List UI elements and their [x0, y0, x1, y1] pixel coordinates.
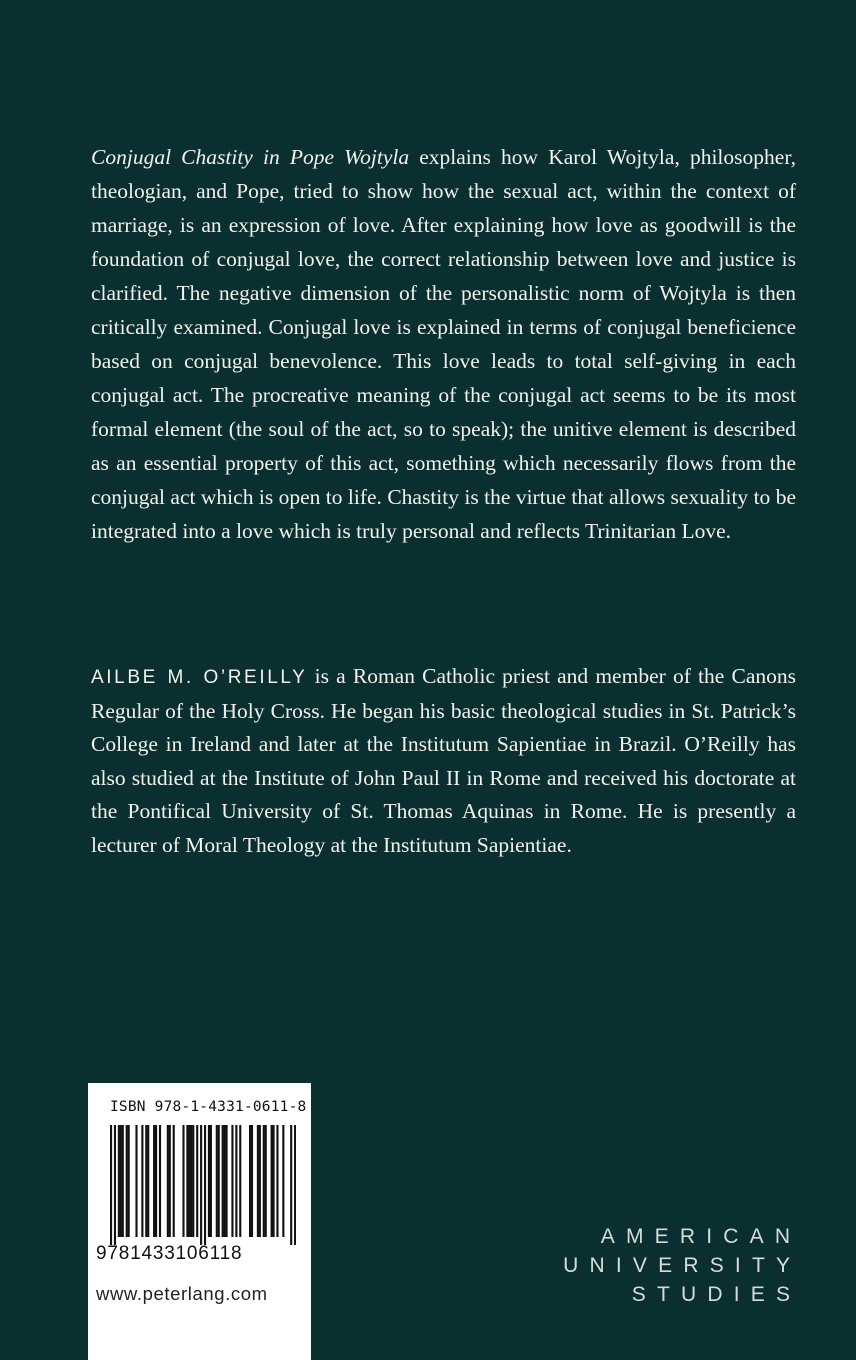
barcode-bar [188, 1125, 190, 1237]
barcode-bar [135, 1125, 137, 1237]
barcode-bar [120, 1125, 122, 1237]
barcode-bar [249, 1125, 251, 1237]
book-description [91, 140, 796, 548]
barcode-bar [169, 1125, 171, 1237]
barcode-bar [294, 1125, 296, 1245]
barcode-bar [114, 1125, 116, 1245]
author-bio-text: is a Roman Catholic priest and member of the Canons Regular of the Holy Cross. He began his basic theological studies in St. Patrick’s College in Ireland and later at the Institutum Sapientiae in Brazil. O’Reilly has also studied at the Institute of John Paul II in Rome and received his doctorate at the Pontifical University of St. Thomas Aquinas in Rome. He is presently a lecturer of Moral Theology at the Institutum Sapientiae. [91, 664, 796, 857]
barcode-bar [216, 1125, 218, 1237]
barcode-bar [208, 1125, 210, 1237]
barcode-bar [235, 1125, 237, 1237]
series-line-3: STUDIES [631, 1283, 802, 1306]
barcode-bar [271, 1125, 273, 1237]
barcode-bar [167, 1125, 169, 1237]
author-name: AILBE M. O’REILLY [91, 667, 308, 688]
barcode-bar [190, 1125, 192, 1237]
barcode-bar [122, 1125, 124, 1237]
barcode-bar [153, 1125, 155, 1237]
barcode-bar [251, 1125, 253, 1237]
barcode-image [110, 1125, 296, 1245]
barcode-bar [147, 1125, 149, 1237]
barcode-bar [126, 1125, 128, 1237]
barcode-bar [263, 1125, 265, 1237]
barcode-bar [192, 1125, 194, 1237]
barcode-bar [110, 1125, 112, 1245]
barcode-bar [196, 1125, 198, 1237]
barcode-bar [210, 1125, 212, 1237]
barcode-bar [141, 1125, 143, 1237]
barcode-bar [159, 1125, 161, 1237]
barcode-bar [145, 1125, 147, 1237]
barcode-bar [239, 1125, 241, 1237]
book-title: Conjugal Chastity in Pope Wojtyla [91, 145, 410, 169]
series-line-2: UNIVERSITY [563, 1254, 802, 1277]
barcode-bar [186, 1125, 188, 1237]
barcode-bar [224, 1125, 226, 1237]
publisher-url: www.peterlang.com [96, 1283, 268, 1304]
barcode-bar [222, 1125, 224, 1237]
barcode-bar [218, 1125, 220, 1237]
barcode-bar [257, 1125, 259, 1237]
barcode-panel [88, 1083, 311, 1360]
barcode-bar [226, 1125, 228, 1237]
barcode-bar [173, 1125, 175, 1237]
barcode-bar [182, 1125, 184, 1237]
barcode-bar [282, 1125, 284, 1237]
barcode-bar [155, 1125, 157, 1237]
barcode-bar [204, 1125, 206, 1245]
barcode-bar [231, 1125, 233, 1237]
book-description-text: explains how Karol Wojtyla, philosopher, theologian, and Pope, tried to show how the sexual act, within the context of marriage, is an expression of love. After explaining how love as goodwill is the foundation of conjugal love, the correct relationship between love and justice is clarified. The negative dimension of the personalistic norm of Wojtyla is then critically examined. Conjugal love is explained in terms of conjugal beneficience based on conjugal benevolence. This love leads to total self-giving in each conjugal act. The procreative meaning of the conjugal act seems to be its most formal element (the soul of the act, so to speak); the unitive element is described as an essential property of this act, something which necessarily flows from the conjugal act which is open to life. Chastity is the virtue that allows sexuality to be integrated into a love which is truly personal and reflects Trinitarian Love. [91, 145, 796, 543]
barcode-bar [273, 1125, 275, 1237]
barcode-bar [200, 1125, 202, 1245]
series-line-1: AMERICAN [600, 1225, 802, 1248]
barcode-bar [118, 1125, 120, 1237]
author-biography [91, 660, 796, 862]
barcode-digits: 9781433106118 [96, 1243, 243, 1264]
barcode-bar [276, 1125, 278, 1237]
barcode-bar [290, 1125, 292, 1245]
series-name [563, 1222, 802, 1309]
barcode-bar [259, 1125, 261, 1237]
barcode-bar [128, 1125, 130, 1237]
isbn-label: ISBN 978-1-4331-0611-8 [110, 1099, 307, 1115]
barcode-bar [265, 1125, 267, 1237]
